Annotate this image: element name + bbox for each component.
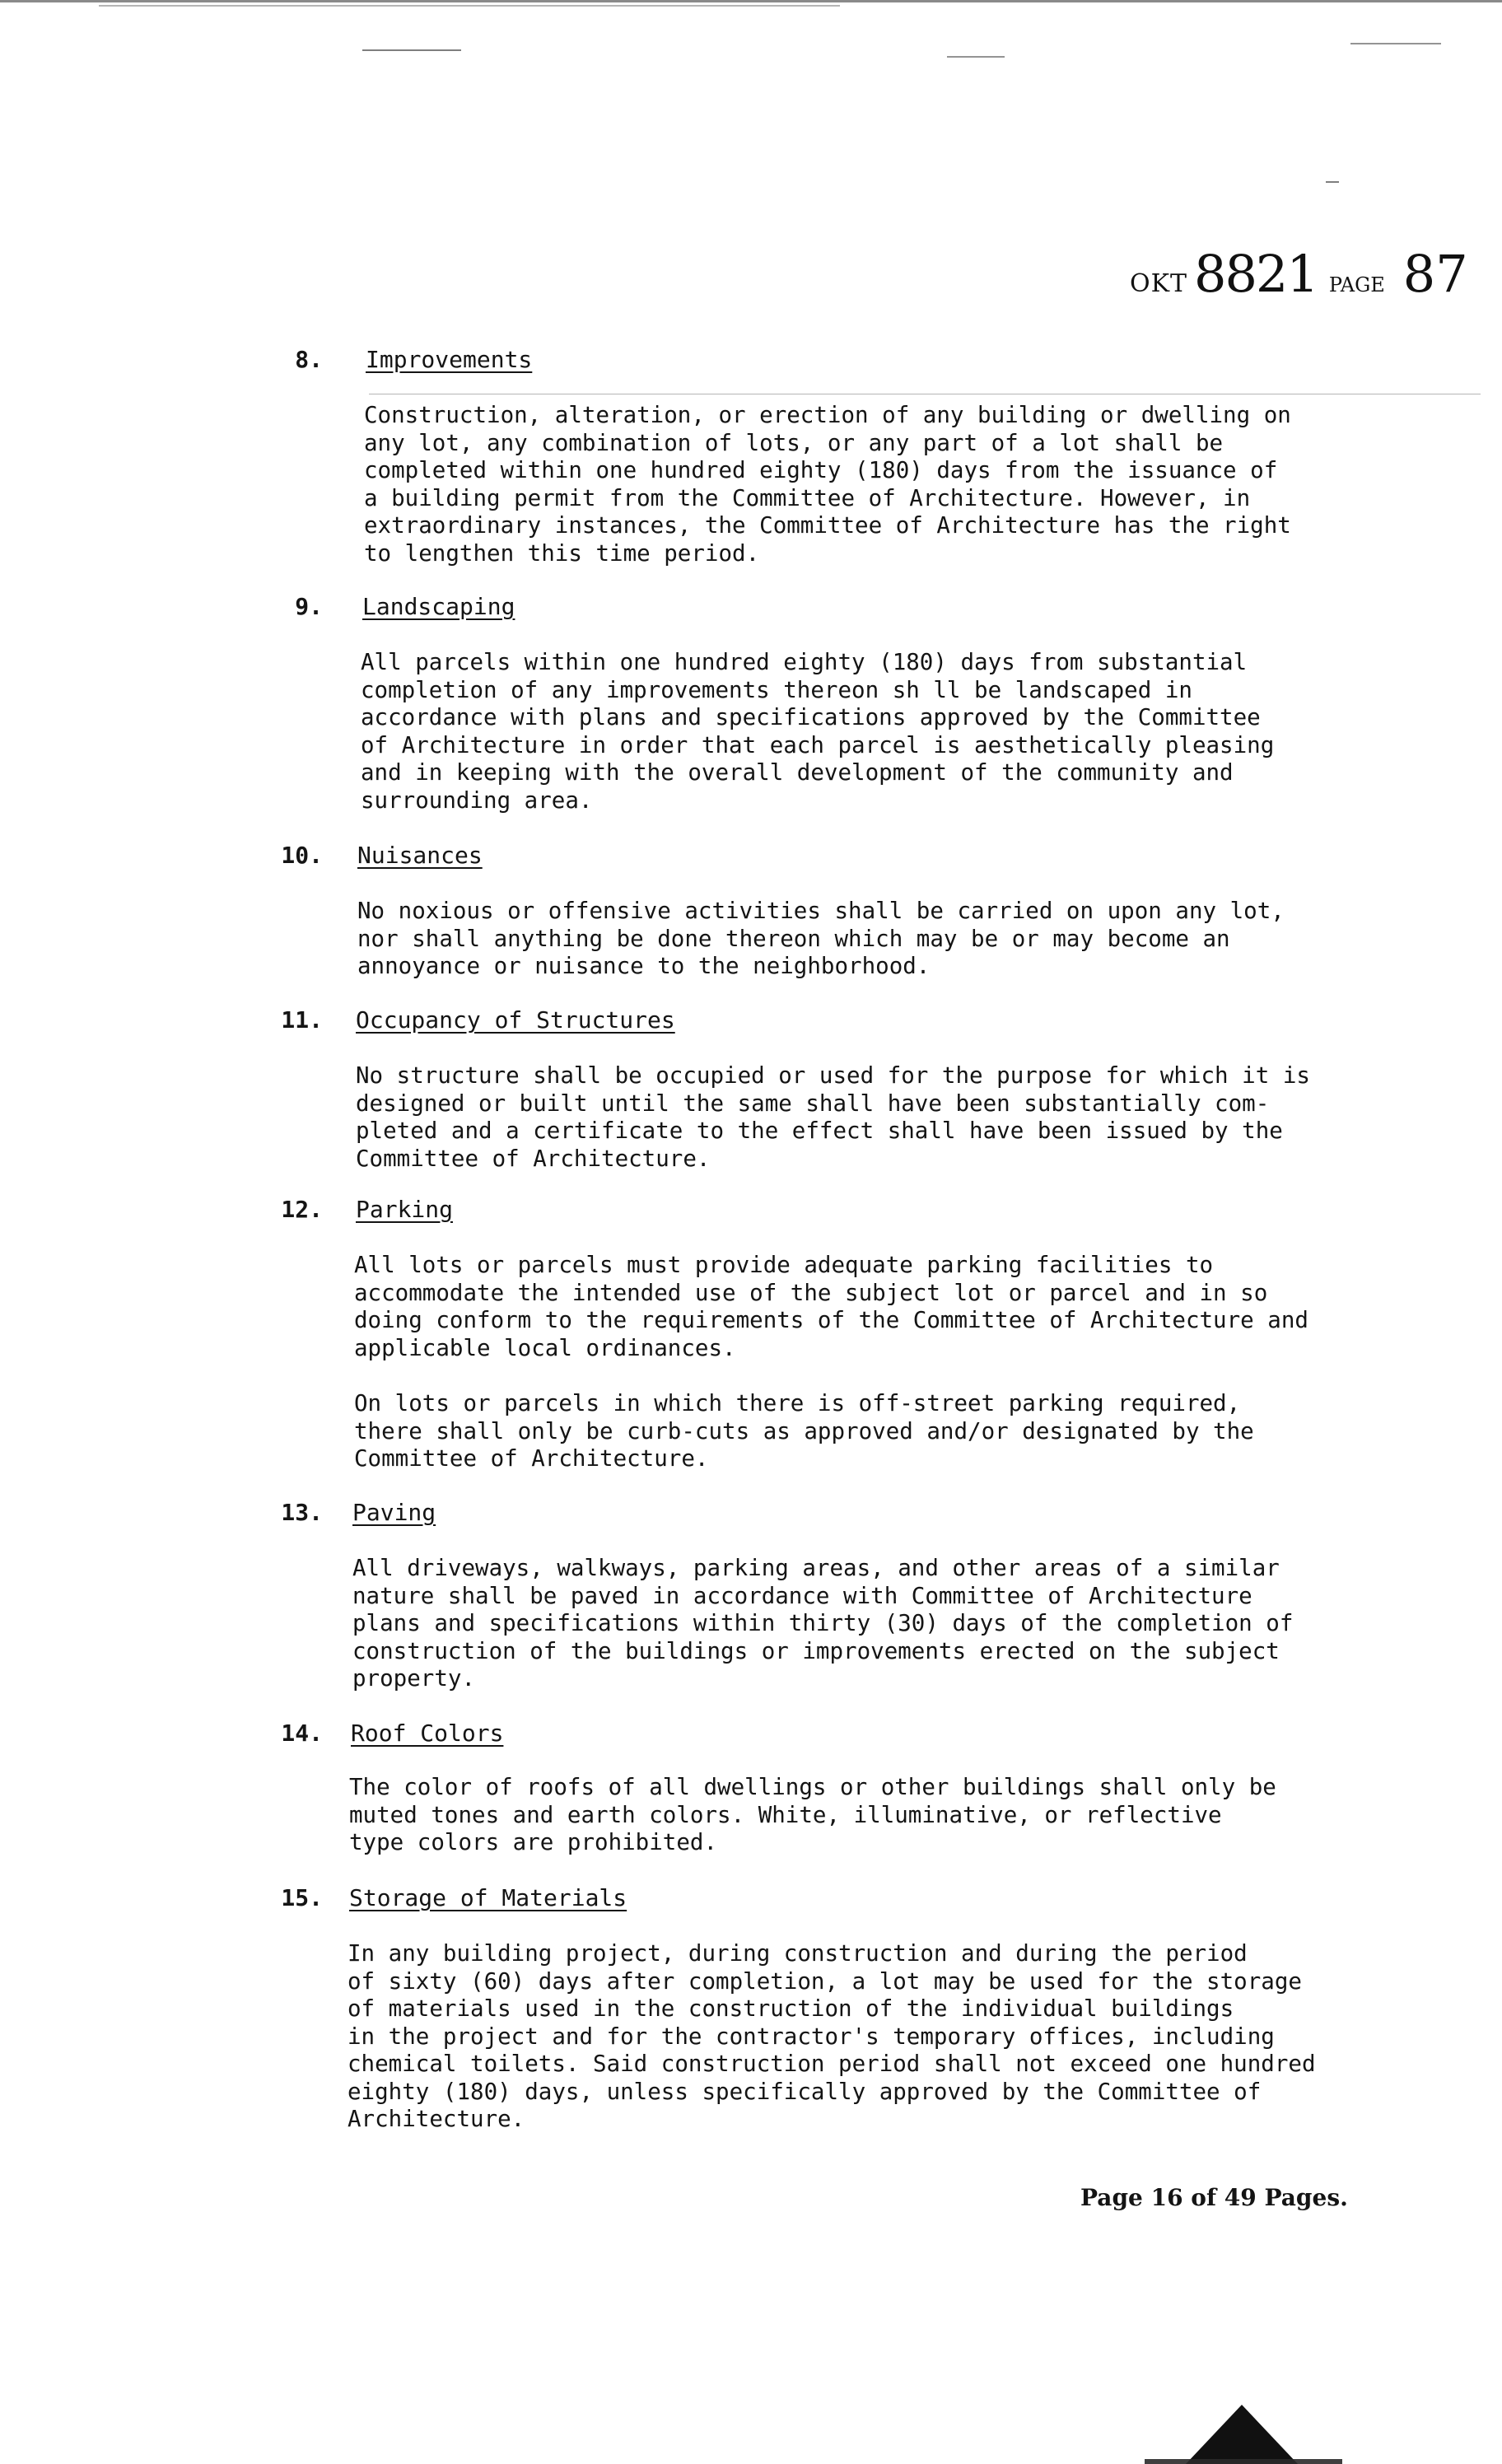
section-number: 13. — [281, 1499, 323, 1526]
section-number: 11. — [281, 1006, 323, 1034]
section-title: Nuisances — [357, 842, 483, 869]
section-title: Improvements — [366, 346, 533, 373]
section-title: Storage of Materials — [349, 1884, 627, 1911]
section-paragraph: No noxious or offensive activities shall be carried on upon any lot, nor shall anything be done thereon which may be or may become an annoyance or nuisance to the neighborhood. — [357, 898, 1285, 979]
scan-noise-top-3 — [362, 49, 461, 51]
scan-noise-bottom — [1145, 2459, 1342, 2464]
book-page-stamp — [1130, 244, 1468, 304]
scan-noise-top — [0, 0, 1502, 2]
section-paragraph: On lots or parcels in which there is off-street parking required, there shall only be curb-cuts as approved and/or designated by the Committee of Architecture. — [354, 1390, 1254, 1472]
scan-noise-top-2 — [99, 5, 840, 7]
section-number: 12. — [281, 1196, 323, 1223]
page-footer: Page 16 of 49 Pages. — [1080, 2184, 1348, 2211]
book-number: 8821 — [1194, 244, 1318, 304]
scan-noise-top-4 — [947, 56, 1005, 58]
section-paragraph: The color of roofs of all dwellings or other buildings shall only be muted tones and earth colors. White, illuminative, or reflective type colors are prohibited. — [349, 1774, 1276, 1855]
section-title: Roof Colors — [351, 1720, 504, 1747]
section-number: 8. — [295, 346, 323, 373]
scan-noise-top-5 — [1350, 43, 1441, 44]
section-paragraph: All parcels within one hundred eighty (180) days from substantial completion of any improvements thereon sh ll be landscaped in accordance with plans and specifications approved by the Committee of Architecture in order that each parcel is aesthetically pleasing and in keeping with the overall development of the community and surrounding area. — [361, 649, 1275, 814]
section-paragraph: All driveways, walkways, parking areas, and other areas of a similar nature shall be paved in accordance with Committee of Architecture plans and specifications within thirty (30) days of the completion of construction of the buildings or improvements erected on the subject property. — [352, 1555, 1294, 1692]
section-title: Paving — [352, 1499, 436, 1526]
section-number: 9. — [295, 593, 323, 620]
section-paragraph: No structure shall be occupied or used for the purpose for which it is designed or built until the same shall have been substantially com- pleted and a certificate to the effect shall have been issued by the Committee of Architecture. — [356, 1062, 1310, 1172]
page-label: PAGE — [1328, 273, 1385, 296]
section-title: Landscaping — [362, 593, 515, 620]
section-number: 15. — [281, 1884, 323, 1911]
section-paragraph: In any building project, during construction and during the period of sixty (60) days after completion, a lot may be used for the storage of materials used in the construction of the individual buildings in the project and for the contractor's temporary offices, including chemical toilets. Said construction period shall not exceed one hundred eighty (180) days, unless specifically approved by the Committee of Architecture. — [348, 1940, 1316, 2132]
page-number: 87 — [1402, 244, 1468, 304]
section-number: 10. — [281, 842, 323, 869]
book-prefix: OKT — [1130, 269, 1188, 298]
section-paragraph: All lots or parcels must provide adequate parking facilities to accommodate the intended use of the subject lot or parcel and in so doing conform to the requirements of the Committee of Architecture and applicable local ordinances. — [354, 1252, 1308, 1361]
section-title: Parking — [356, 1196, 454, 1223]
scan-noise-top-6 — [1326, 181, 1339, 183]
scan-corner-mark — [1186, 2405, 1298, 2464]
section-title: Occupancy of Structures — [356, 1006, 675, 1034]
section-number: 14. — [281, 1720, 323, 1747]
section-paragraph: Construction, alteration, or erection of any building or dwelling on any lot, any combination of lots, or any part of a lot shall be completed within one hundred eighty (180) days from the issuance of a building permit from the Committee of Architecture. However, in extraordinary instances, the Committee of Architecture has the right to lengthen this time period. — [364, 402, 1291, 567]
